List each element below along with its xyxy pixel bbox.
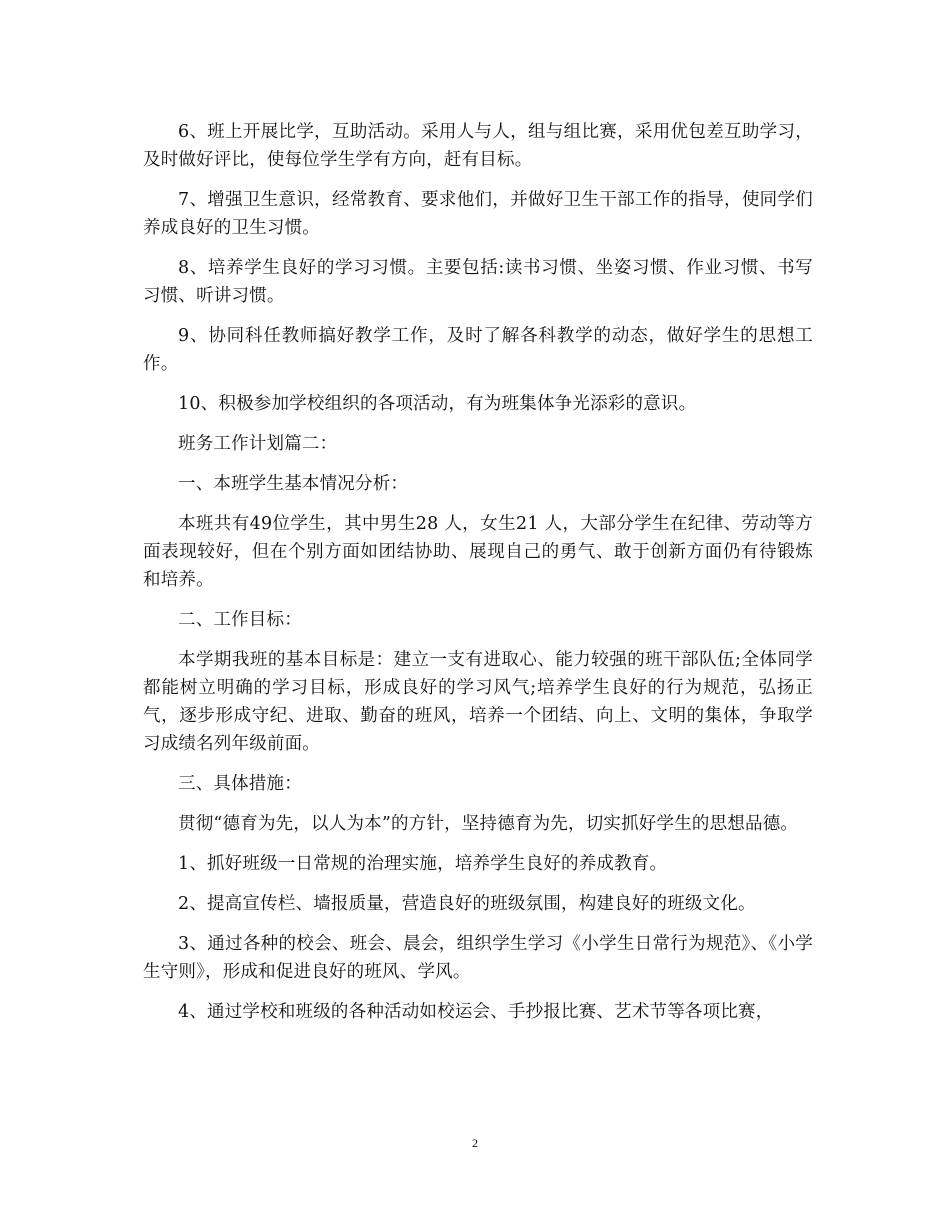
document-body — [143, 118, 813, 1038]
section-title-plan-two: 班务工作计划篇二： — [178, 434, 338, 454]
measure-item-4: 4、通过学校和班级的各种活动如校运会、手抄报比赛、艺术节等各项比赛， — [178, 1002, 774, 1022]
page-number: 2 — [472, 1136, 478, 1150]
paragraph-measures-intro: 贯彻“德育为先，以人为本”的方针，坚持德育为先，切实抓好学生的思想品德。 — [178, 814, 799, 834]
paragraph-student-analysis: 本班共有49位学生，其中男生28 人，女生21 人，大部分学生在纪律、劳动等方面表现较好，但在个别方面如团结协助、展现自己的勇气、敢于创新方面仍有待锻炼和培养。 — [143, 514, 813, 590]
paragraph-item-9: 9、协同科任教师搞好教学工作，及时了解各科教学的动态，做好学生的思想工作。 — [143, 326, 813, 374]
paragraph-item-10: 10、积极参加学校组织的各项活动，有为班集体争光添彩的意识。 — [178, 394, 697, 414]
paragraph-work-goals: 本学期我班的基本目标是：建立一支有进取心、能力较强的班干部队伍;全体同学都能树立明确的学习目标，形成良好的学习风气;培养学生良好的行为规范，弘扬正气，逐步形成守纪、进取、勤奋的班风，培养一个团结、向上、文明的集体，争取学习成绩名列年级前面。 — [143, 650, 813, 754]
paragraph-item-6: 6、班上开展比学，互助活动。采用人与人，组与组比赛，采用优包差互助学习，及时做好评比，使每位学生学有方向，赶有目标。 — [143, 122, 813, 170]
heading-specific-measures: 三、具体措施： — [178, 774, 302, 794]
heading-work-goals: 二、工作目标： — [178, 610, 302, 630]
paragraph-item-8: 8、培养学生良好的学习习惯。主要包括:读书习惯、坐姿习惯、作业习惯、书写习惯、听讲习惯。 — [143, 258, 813, 306]
heading-student-analysis: 一、本班学生基本情况分析： — [178, 474, 409, 494]
measure-item-1: 1、抓好班级一日常规的治理实施，培养学生良好的养成教育。 — [178, 854, 668, 874]
measure-item-3: 3、通过各种的校会、班会、晨会，组织学生学习《小学生日常行为规范》、《小学生守则》，形成和促进良好的班风、学风。 — [143, 934, 813, 982]
measure-item-2: 2、提高宣传栏、墙报质量，营造良好的班级氛围，构建良好的班级文化。 — [178, 894, 756, 914]
paragraph-item-7: 7、增强卫生意识，经常教育、要求他们，并做好卫生干部工作的指导，使同学们养成良好的卫生习惯。 — [143, 190, 813, 238]
